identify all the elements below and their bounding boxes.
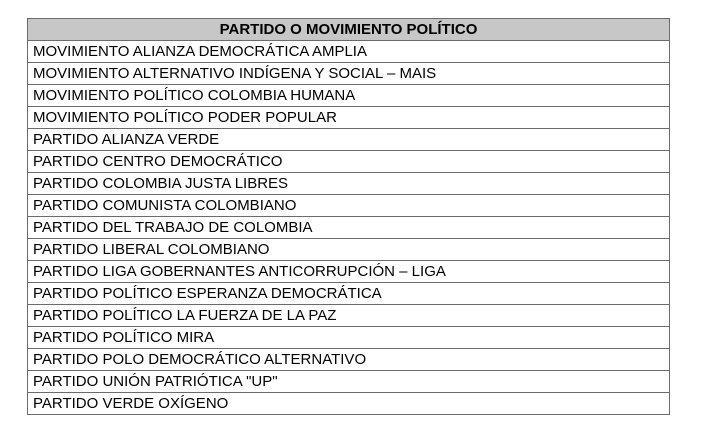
party-name-cell: PARTIDO POLÍTICO MIRA [28, 327, 670, 349]
table-row [28, 173, 670, 195]
parties-table-container [27, 18, 670, 415]
table-header-row [28, 19, 670, 41]
table-row [28, 107, 670, 129]
table-row [28, 195, 670, 217]
party-name-cell: PARTIDO COMUNISTA COLOMBIANO [28, 195, 670, 217]
table-row [28, 327, 670, 349]
party-name-cell: PARTIDO COLOMBIA JUSTA LIBRES [28, 173, 670, 195]
table-row [28, 217, 670, 239]
parties-table [27, 18, 670, 415]
column-header: PARTIDO O MOVIMIENTO POLÍTICO [28, 19, 670, 41]
party-name-cell: MOVIMIENTO ALIANZA DEMOCRÁTICA AMPLIA [28, 41, 670, 63]
party-name-cell: PARTIDO CENTRO DEMOCRÁTICO [28, 151, 670, 173]
table-row [28, 371, 670, 393]
table-row [28, 349, 670, 371]
party-name-cell: MOVIMIENTO POLÍTICO COLOMBIA HUMANA [28, 85, 670, 107]
party-name-cell: PARTIDO UNIÓN PATRIÓTICA "UP" [28, 371, 670, 393]
party-name-cell: PARTIDO DEL TRABAJO DE COLOMBIA [28, 217, 670, 239]
party-name-cell: PARTIDO POLÍTICO LA FUERZA DE LA PAZ [28, 305, 670, 327]
table-row [28, 41, 670, 63]
party-name-cell: PARTIDO POLO DEMOCRÁTICO ALTERNATIVO [28, 349, 670, 371]
party-name-cell: MOVIMIENTO POLÍTICO PODER POPULAR [28, 107, 670, 129]
party-name-cell: PARTIDO POLÍTICO ESPERANZA DEMOCRÁTICA [28, 283, 670, 305]
table-row [28, 239, 670, 261]
party-name-cell: PARTIDO VERDE OXÍGENO [28, 393, 670, 415]
party-name-cell: PARTIDO LIBERAL COLOMBIANO [28, 239, 670, 261]
party-name-cell: PARTIDO ALIANZA VERDE [28, 129, 670, 151]
party-name-cell: PARTIDO LIGA GOBERNANTES ANTICORRUPCIÓN – LIGA [28, 261, 670, 283]
table-row [28, 85, 670, 107]
table-row [28, 393, 670, 415]
table-row [28, 305, 670, 327]
table-row [28, 261, 670, 283]
table-row [28, 283, 670, 305]
party-name-cell: MOVIMIENTO ALTERNATIVO INDÍGENA Y SOCIAL – MAIS [28, 63, 670, 85]
table-row [28, 129, 670, 151]
table-row [28, 63, 670, 85]
table-row [28, 151, 670, 173]
